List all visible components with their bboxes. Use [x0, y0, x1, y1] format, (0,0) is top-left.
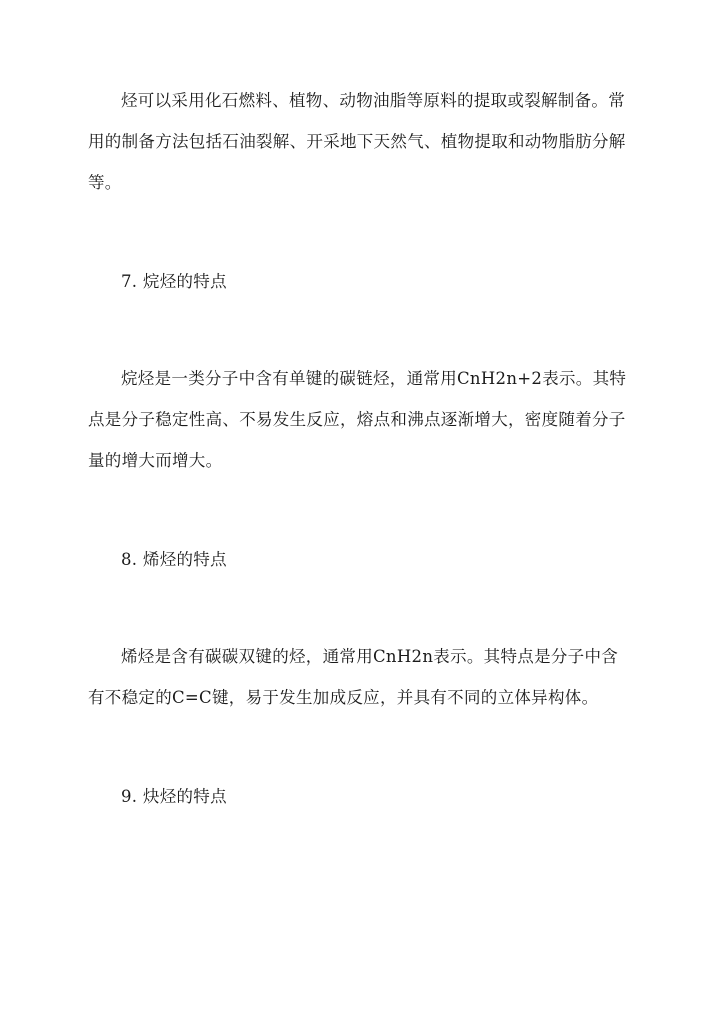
paragraph-alkane-features: 烷烃是一类分子中含有单键的碳链烃，通常用CnH2n+2表示。其特点是分子稳定性高、不易发生反应，熔点和沸点逐渐增大，密度随着分子量的增大而增大。: [88, 369, 627, 470]
paragraph-alkene-features: 烯烃是含有碳碳双键的烃，通常用CnH2n表示。其特点是分子中含有不稳定的C=C键，易于发生加成反应，并具有不同的立体异构体。: [88, 647, 619, 707]
section-heading-alkene: 8. 烯烃的特点: [121, 550, 227, 569]
section-heading-alkane: 7. 烷烃的特点: [121, 272, 227, 291]
paragraph-hydrocarbon-preparation: 烃可以采用化石燃料、植物、动物油脂等原料的提取或裂解制备。常用的制备方法包括石油裂解、开采地下天然气、植物提取和动物脂肪分解等。: [88, 91, 626, 192]
section-heading-alkyne: 9. 炔烃的特点: [121, 787, 227, 806]
